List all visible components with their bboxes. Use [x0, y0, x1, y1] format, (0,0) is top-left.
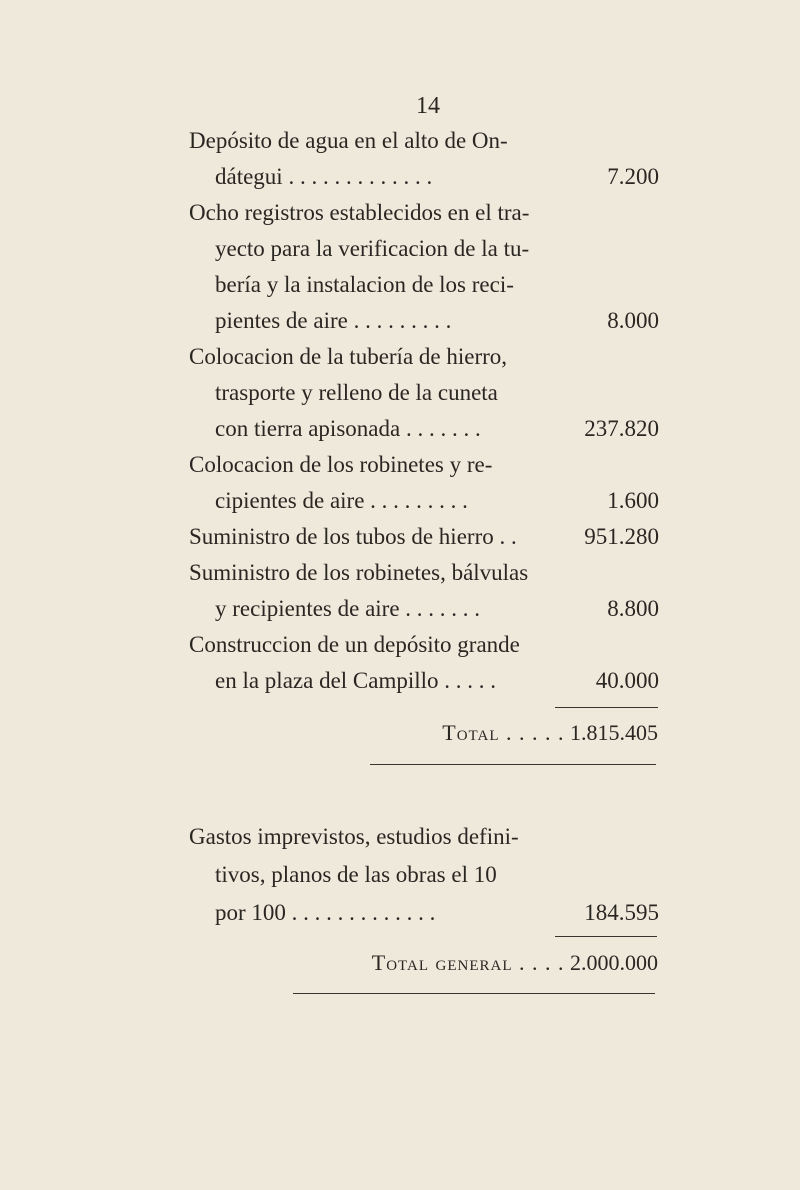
entry-amount: 8.800 — [607, 596, 659, 621]
entry-amount: 184.595 — [584, 900, 659, 925]
entry-text: Colocacion de los robinetes y re- — [189, 452, 493, 477]
entry-amount: 951.280 — [584, 524, 659, 549]
entry-text: Ocho registros establecidos en el tra- — [189, 200, 530, 225]
entry-text: Suministro de los tubos de hierro . . — [189, 524, 517, 549]
entry-line — [189, 198, 659, 228]
entry-text: con tierra apisonada . . . . . . . — [215, 416, 481, 441]
entry-line — [215, 898, 659, 928]
entry-line — [215, 306, 659, 336]
page-number: 14 — [416, 93, 440, 119]
entry-line — [189, 522, 659, 552]
entry-text: dátegui . . . . . . . . . . . . . — [215, 164, 433, 189]
entry-line — [215, 666, 659, 696]
entry-line — [215, 234, 659, 264]
entry-line — [215, 378, 659, 408]
entry-amount: 7.200 — [607, 164, 659, 189]
entry-line — [189, 342, 659, 372]
section-rule — [370, 764, 656, 765]
entry-text: por 100 . . . . . . . . . . . . . — [215, 900, 436, 925]
total-row — [442, 718, 658, 748]
entry-line — [189, 126, 659, 156]
sum-rule — [555, 936, 657, 937]
entry-line — [189, 450, 659, 480]
entry-text: Gastos imprevistos, estudios defini- — [189, 824, 519, 849]
entry-line — [215, 162, 659, 192]
entry-text: yecto para la verificacion de la tu- — [215, 236, 530, 261]
total-amount: 1.815.405 — [570, 720, 658, 745]
section-rule — [293, 993, 655, 994]
entry-line — [189, 822, 659, 852]
entry-line — [215, 594, 659, 624]
total-label: Total . . . . . — [442, 720, 565, 745]
entry-text: tivos, planos de las obras el 10 — [215, 862, 497, 887]
entry-line — [189, 558, 659, 588]
entry-text: en la plaza del Campillo . . . . . — [215, 668, 497, 693]
entry-line — [215, 486, 659, 516]
entry-line — [215, 270, 659, 300]
entry-text: Construccion de un depósito grande — [189, 632, 520, 657]
entry-line — [215, 414, 659, 444]
entry-amount: 1.600 — [607, 488, 659, 513]
entry-line — [189, 630, 659, 660]
entry-text: pientes de aire . . . . . . . . . — [215, 308, 452, 333]
entry-amount: 237.820 — [584, 416, 659, 441]
entry-text: Suministro de los robinetes, bálvulas — [189, 560, 529, 585]
entry-text: y recipientes de aire . . . . . . . — [215, 596, 481, 621]
entry-amount: 40.000 — [595, 668, 659, 693]
sum-rule — [555, 707, 658, 708]
entry-text: trasporte y relleno de la cuneta — [215, 380, 498, 405]
grand-total-amount: 2.000.000 — [570, 950, 658, 975]
entry-line — [215, 860, 659, 890]
grand-total-label: Total general . . . . — [371, 950, 565, 975]
entry-text: bería y la instalacion de los reci- — [215, 272, 514, 297]
grand-total-row — [372, 948, 658, 978]
entry-text: Depósito de agua en el alto de On- — [189, 128, 508, 153]
entry-amount: 8.000 — [607, 308, 659, 333]
entry-text: cipientes de aire . . . . . . . . . — [215, 488, 468, 513]
entry-text: Colocacion de la tubería de hierro, — [189, 344, 508, 369]
